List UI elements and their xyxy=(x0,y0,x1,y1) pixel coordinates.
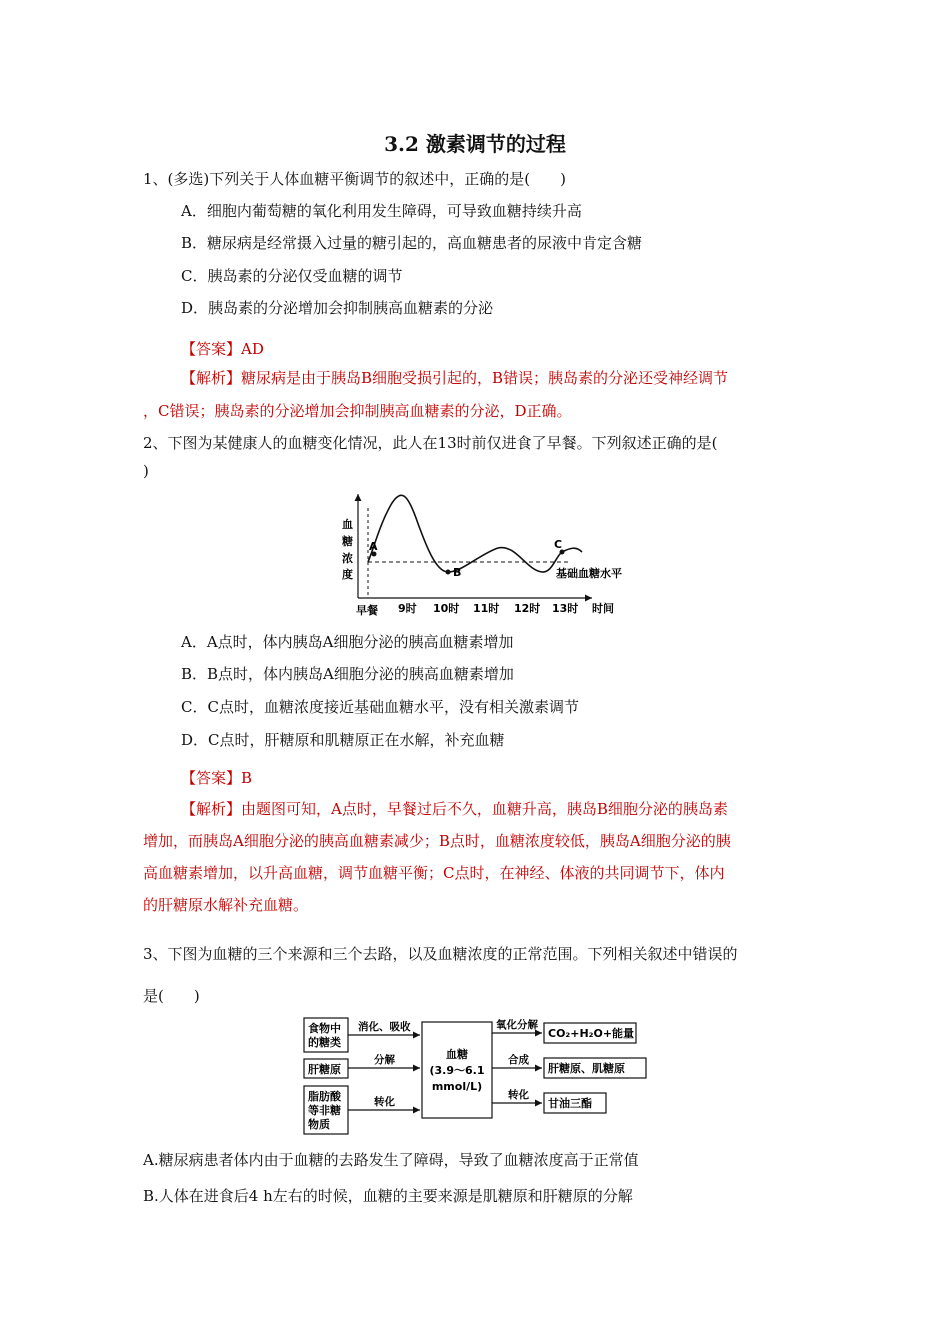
q1-explanation-line1: 【解析】糖尿病是由于胰岛B细胞受损引起的，B错误；胰岛素的分泌还受神经调节 xyxy=(181,369,729,387)
source-food-line2: 的糖类 xyxy=(308,1036,341,1049)
q2-option-c: C．C点时，血糖浓度接近基础血糖水平，没有相关激素调节 xyxy=(181,698,579,716)
x-tick-2: 10时 xyxy=(433,602,460,615)
source-liver-glycogen: 肝糖原 xyxy=(308,1063,341,1076)
source-fat-line3: 物质 xyxy=(308,1118,330,1131)
x-tick-5: 13时 xyxy=(552,602,579,615)
q1-option-c: C．胰岛素的分泌仅受血糖的调节 xyxy=(181,267,403,285)
arrow-liver-glycogen-label: 分解 xyxy=(374,1054,395,1066)
q3-stem-line1: 3、下图为血糖的三个来源和三个去路，以及血糖浓度的正常范围。下列相关叙述中错误的 xyxy=(143,945,738,963)
blood-sugar-source-diagram xyxy=(300,1014,660,1136)
q1-option-d: D．胰岛素的分泌增加会抑制胰高血糖素的分泌 xyxy=(181,299,494,317)
point-a-label: A xyxy=(369,540,378,553)
q1-option-a: A．细胞内葡萄糖的氧化利用发生障碍，可导致血糖持续升高 xyxy=(181,202,582,220)
q2-option-a: A．A点时，体内胰岛A细胞分泌的胰高血糖素增加 xyxy=(181,633,514,651)
q2-explanation-line4: 的肝糖原水解补充血糖。 xyxy=(143,896,309,914)
blood-sugar-chart xyxy=(330,488,650,620)
q1-answer: 【答案】AD xyxy=(181,340,264,358)
q2-explanation-line1: 【解析】由题图可知，A点时，早餐过后不久，血糖升高，胰岛B细胞分泌的胰岛素 xyxy=(181,800,728,818)
q1-option-b: B．糖尿病是经常摄入过量的糖引起的，高血糖患者的尿液中肯定含糖 xyxy=(181,234,643,252)
point-b-marker xyxy=(446,570,451,575)
arrow-conversion-label: 转化 xyxy=(508,1089,529,1101)
q2-stem-line1: 2、下图为某健康人的血糖变化情况，此人在13时前仅进食了早餐。下列叙述正确的是( xyxy=(143,434,718,452)
sink-glycogen: 肝糖原、肌糖原 xyxy=(548,1062,625,1075)
q2-explanation-line3: 高血糖素增加，以升高血糖，调节血糖平衡；C点时，在神经、体液的共同调节下，体内 xyxy=(143,864,725,882)
x-tick-3: 11时 xyxy=(473,602,500,615)
arrow-synthesis-label: 合成 xyxy=(508,1054,529,1066)
y-label-2: 糖 xyxy=(342,535,353,548)
q2-option-b: B．B点时，体内胰岛A细胞分泌的胰高血糖素增加 xyxy=(181,665,514,683)
q3-option-a: A.糖尿病患者体内由于血糖的去路发生了障碍，导致了血糖浓度高于正常值 xyxy=(143,1151,639,1169)
blood-sugar-curve xyxy=(368,495,582,572)
x-tick-4: 12时 xyxy=(514,602,541,615)
x-tick-0: 早餐 xyxy=(356,604,378,617)
q3-stem-line2: 是( ) xyxy=(143,987,200,1005)
q1-stem: 1、(多选)下列关于人体血糖平衡调节的叙述中，正确的是( ) xyxy=(143,170,566,188)
sink-triglyceride: 甘油三酯 xyxy=(548,1097,592,1110)
page-title: 3.2 激素调节的过程 xyxy=(384,132,566,156)
arrow-food-label: 消化、吸收 xyxy=(358,1021,411,1033)
y-label-1: 血 xyxy=(342,518,353,531)
point-c-label: C xyxy=(554,538,563,551)
source-fat-line1: 脂肪酸 xyxy=(308,1090,341,1103)
sink-energy: CO₂+H₂O+能量 xyxy=(548,1027,635,1040)
arrow-fat-label: 转化 xyxy=(374,1096,395,1108)
arrow-oxidation-label: 氧化分解 xyxy=(496,1019,538,1031)
center-line1: 血糖 xyxy=(446,1048,468,1061)
q1-explanation-line2: ，C错误；胰岛素的分泌增加会抑制胰高血糖素的分泌，D正确。 xyxy=(143,402,572,420)
q2-stem-line2: ) xyxy=(143,462,149,480)
q2-answer: 【答案】B xyxy=(181,769,253,787)
center-line2: (3.9～6.1 xyxy=(429,1064,485,1077)
x-axis-label: 时间 xyxy=(592,602,614,615)
center-line3: mmol/L) xyxy=(431,1080,483,1093)
q3-option-b: B.人体在进食后4 h左右的时候，血糖的主要来源是肌糖原和肝糖原的分解 xyxy=(143,1187,633,1205)
point-b-label: B xyxy=(453,566,462,579)
source-fat-line2: 等非糖 xyxy=(308,1104,341,1117)
q2-explanation-line2: 增加，而胰岛A细胞分泌的胰高血糖素减少；B点时，血糖浓度较低，胰岛A细胞分泌的胰 xyxy=(143,832,731,850)
x-tick-1: 9时 xyxy=(398,602,417,615)
baseline-label: 基础血糖水平 xyxy=(556,567,622,580)
q2-option-d: D．C点时，肝糖原和肌糖原正在水解，补充血糖 xyxy=(181,731,505,749)
source-food-line1: 食物中 xyxy=(308,1022,341,1035)
y-label-3: 浓 xyxy=(342,552,353,565)
y-label-4: 度 xyxy=(342,568,353,581)
